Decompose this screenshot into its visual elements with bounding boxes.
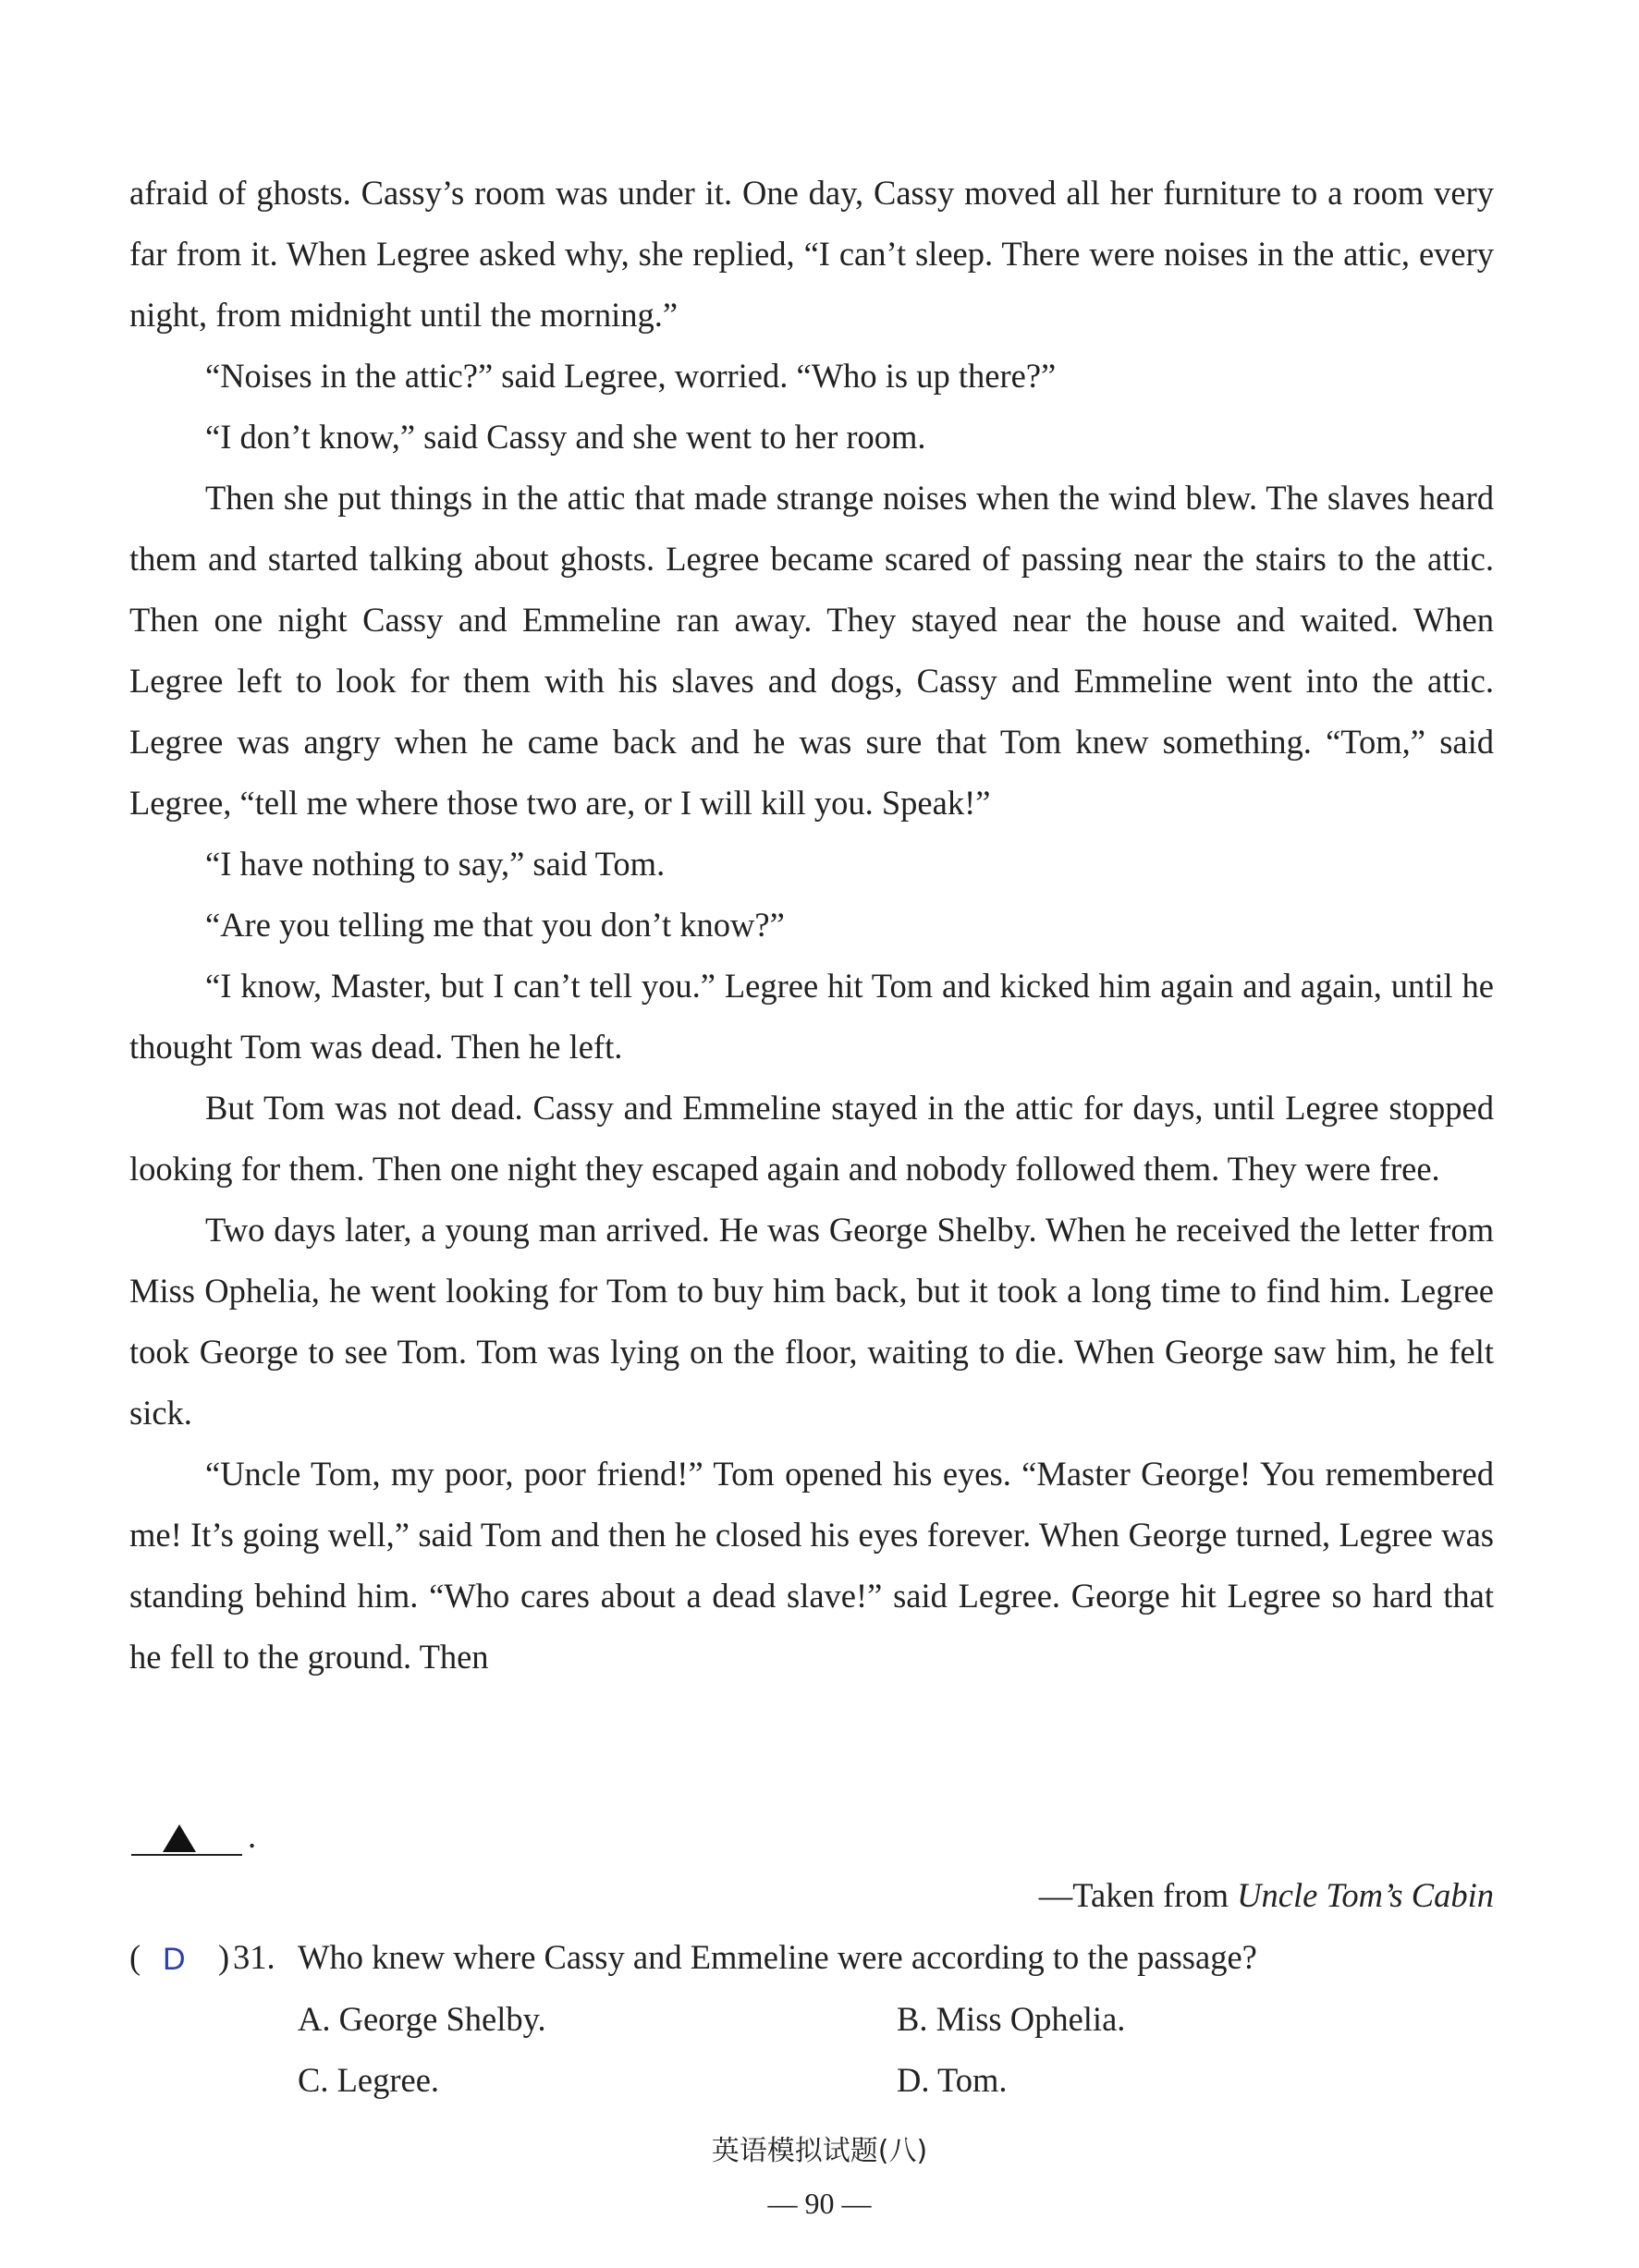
passage-paragraph-9: Two days later, a young man arrived. He was George Shelby. When he received the letter from Miss Ophelia, he went looking for Tom to buy him back, but it took a long time to find him. Legree took George to see Tom. Tom was lying on the floor, waiting to die. When George saw him, he felt sick. [129, 1211, 1494, 1432]
question-text: Who knew where Cassy and Emmeline were according to the passage? [298, 1938, 1257, 1976]
reading-passage [129, 163, 1494, 1688]
passage-paragraph-6: “Are you telling me that you don’t know?” [205, 906, 785, 944]
passage-paragraph-4: Then she put things in the attic that made strange noises when the wind blew. The slaves heard them and started talking about ghosts. Legree became scared of passing near the stairs to the attic. Then one night Cassy and Emmeline ran away. They stayed near the house and waited. When Legree left to look for them with his slaves and dogs, Cassy and Emmeline went into the attic. Legree was angry when he came back and he was sure that Tom knew something. “Tom,” said Legree, “tell me where those two are, or I will kill you. Speak!” [129, 479, 1494, 822]
blank-period: . [248, 1817, 257, 1855]
passage-paragraph-2: “Noises in the attic?” said Legree, worried. “Who is up there?” [205, 357, 1057, 395]
passage-paragraph-10: “Uncle Tom, my poor, poor friend!” Tom opened his eyes. “Master George! You remembered me! It’s going well,” said Tom and then he closed his eyes forever. When George turned, Legree was standing behind him. “Who cares about a dead slave!” said Legree. George hit Legree so hard that he fell to the ground. Then [129, 1455, 1494, 1676]
page-number: — 90 — [767, 2187, 872, 2220]
footer-title: 英语模拟试题(八) [711, 2135, 928, 2167]
option-d: D. Tom. [897, 2061, 1008, 2099]
passage-paragraph-3: “I don’t know,” said Cassy and she went to her room. [205, 418, 926, 456]
passage-paragraph-8: But Tom was not dead. Cassy and Emmeline stayed in the attic for days, until Legree stopped looking for them. Then one night they escaped again and nobody followed them. They were free. [129, 1089, 1494, 1188]
blank-underline [131, 1854, 242, 1856]
answer-paren-open: ( [129, 1938, 141, 1976]
passage-paragraph-5: “I have nothing to say,” said Tom. [205, 845, 666, 883]
source-book-title: Uncle Tom’s Cabin [1237, 1876, 1494, 1914]
answer-paren-close: ) [218, 1938, 230, 1976]
ending-blank [129, 1806, 1494, 1867]
option-c: C. Legree. [298, 2061, 440, 2099]
triangle-icon [163, 1824, 196, 1852]
passage-paragraph-1: afraid of ghosts. Cassy’s room was under it. One day, Cassy moved all her furniture to a room very far from it. When Legree asked why, she replied, “I can’t sleep. There were noises in the attic, every night, from midnight until the morning.” [129, 174, 1494, 334]
handwritten-answer: D [163, 1942, 186, 1977]
option-b: B. Miss Ophelia. [897, 2000, 1126, 2038]
option-a: A. George Shelby. [298, 2000, 546, 2038]
question-31 [129, 1927, 1494, 1988]
source-prefix: —Taken from [1038, 1876, 1238, 1914]
passage-paragraph-7: “I know, Master, but I can’t tell you.” Legree hit Tom and kicked him again and again, until he thought Tom was dead. Then he left. [129, 967, 1494, 1066]
passage-source [1039, 1865, 1494, 1926]
question-number: 31. [233, 1938, 275, 1976]
